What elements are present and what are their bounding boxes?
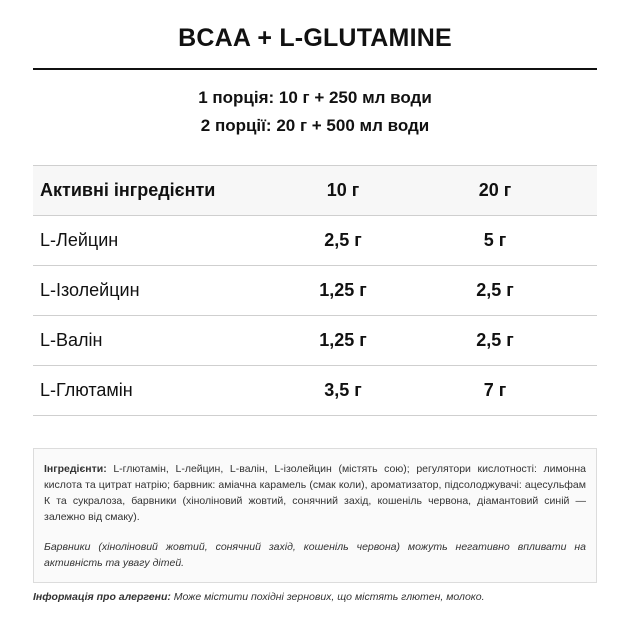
allergen-text: Може містити похідні зернових, що містять глютен, молоко. <box>170 591 485 603</box>
allergen-info <box>33 591 597 603</box>
header-active-ingredients: Активні інгредієнти <box>40 180 216 200</box>
ingredients-text: L-глютамін, L-лейцин, L-валін, L-ізолейцин (містять сою); регулятори кислотності: лимонна кислота та цитрат натрію; барвник: аміачна карамель (смак коли), ароматизатор, підсолоджувачі: ацесульфам К та сукралоза, барвники (хіноліновий жовтий, сонячний захід, кошеніль червона, діамантовий синій — залежно від смаку). <box>44 463 586 523</box>
table-row <box>33 366 597 416</box>
ingredient-name: L-Валін <box>40 330 103 350</box>
amount-two-servings: 5 г <box>483 230 507 250</box>
amount-one-serving: 2,5 г <box>324 230 362 250</box>
serving-one: 1 порція: 10 г + 250 мл води <box>198 88 432 107</box>
amount-one-serving: 3,5 г <box>324 380 362 400</box>
ingredients-info-box <box>33 448 597 583</box>
ingredients-table <box>33 165 597 416</box>
amount-two-servings: 2,5 г <box>476 330 514 350</box>
ingredients-label: Інгредієнти: <box>44 463 107 475</box>
table-header-row <box>33 166 597 216</box>
amount-one-serving: 1,25 г <box>319 280 367 300</box>
amount-one-serving: 1,25 г <box>319 330 367 350</box>
table-row <box>33 266 597 316</box>
header-one-serving: 10 г <box>326 180 360 200</box>
amount-two-servings: 7 г <box>483 380 507 400</box>
ingredients-paragraph <box>44 461 586 525</box>
page-title: BCAA + L-GLUTAMINE <box>178 24 452 52</box>
ingredient-name: L-Ізолейцин <box>40 280 140 300</box>
ingredient-name: L-Глютамін <box>40 380 133 400</box>
title-divider <box>33 68 597 70</box>
ingredient-name: L-Лейцин <box>40 230 119 250</box>
allergen-label: Інформація про алергени: <box>33 591 171 603</box>
table-row <box>33 216 597 266</box>
table-row <box>33 316 597 366</box>
colors-warning: Барвники (хіноліновий жовтий, сонячний захід, кошеніль червона) можуть негативно впливати на активність та увагу дітей. <box>44 541 586 569</box>
serving-two: 2 порції: 20 г + 500 мл води <box>200 116 430 135</box>
amount-two-servings: 2,5 г <box>476 280 514 300</box>
header-two-servings: 20 г <box>478 180 512 200</box>
